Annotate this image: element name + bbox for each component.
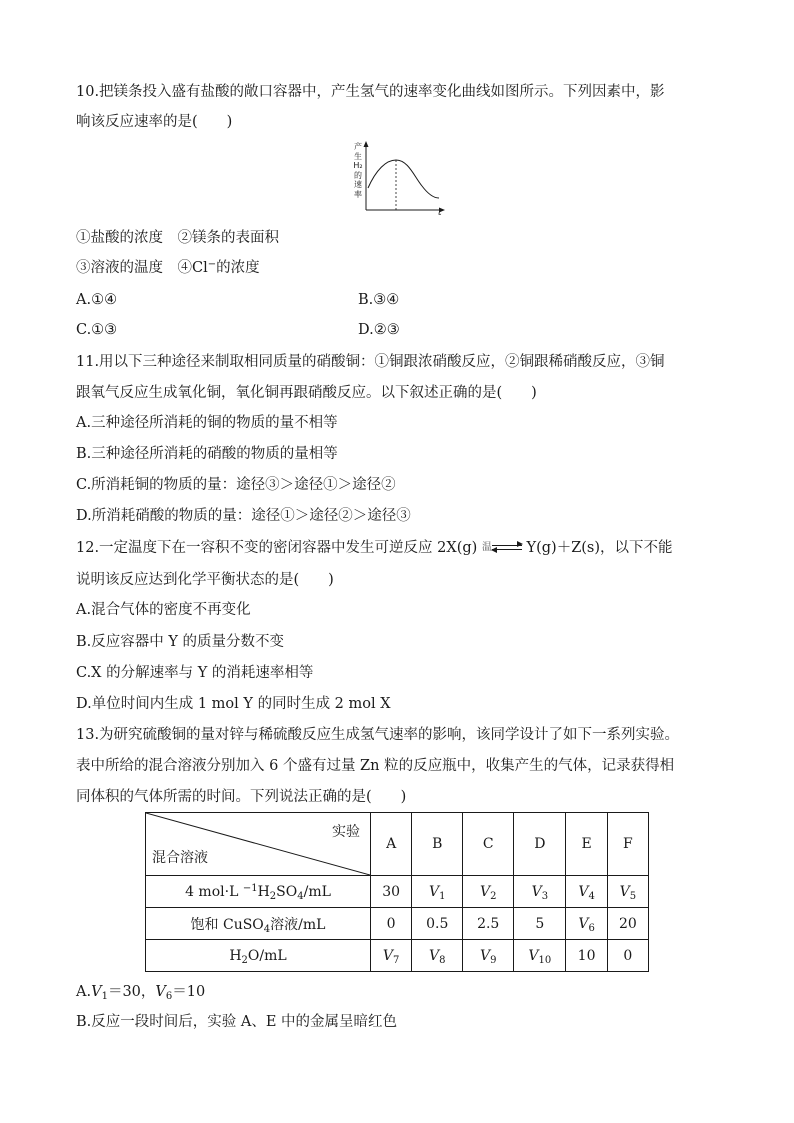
cell-sub: 6 xyxy=(588,922,595,934)
corner-top-label: 实验 xyxy=(332,824,360,840)
option-text: ＝10 xyxy=(172,984,206,1000)
row-label-cuso4 xyxy=(146,908,371,940)
cell-value: V xyxy=(428,883,440,900)
q10-option-a[interactable]: A.①④ xyxy=(76,292,118,308)
table-cell xyxy=(412,876,463,908)
rate-curve xyxy=(368,160,439,198)
q12-stem-text: Y(g)＋Z(s)，以下不能 xyxy=(521,540,673,556)
label-part: H xyxy=(257,883,270,900)
q13-stem-line1: 13.为研究硫酸铜的量对锌与稀硫酸反应生成氢气速率的影响，该同学设计了如下一系列实验。 xyxy=(76,727,680,743)
table-row xyxy=(146,908,649,940)
option-text: A. xyxy=(76,984,92,1000)
cell-value: 5 xyxy=(535,915,545,932)
row-label-h2so4 xyxy=(146,876,371,908)
cell-sub: 9 xyxy=(490,954,497,966)
q10-option-b[interactable]: B.③④ xyxy=(358,292,400,308)
q10-stem-line2: 响该反应速率的是( ) xyxy=(76,114,233,130)
q11-option-c[interactable]: C.所消耗铜的物质的量：途径③＞途径①＞途径② xyxy=(76,477,396,493)
cell-sub: 1 xyxy=(439,890,446,902)
arrow-condition-label: 温 xyxy=(481,542,492,553)
y-axis-arrow xyxy=(364,141,369,147)
q10-option-d[interactable]: D.②③ xyxy=(358,322,400,338)
table-cell xyxy=(514,940,566,972)
q12-option-b[interactable]: B.反应容器中 Y 的质量分数不变 xyxy=(76,634,285,650)
q10-items-line1: ①盐酸的浓度 ②镁条的表面积 xyxy=(76,230,279,246)
label-sub: 2 xyxy=(241,954,248,966)
cell-value: V xyxy=(528,947,539,964)
table-header-row xyxy=(146,813,649,876)
option-sub: 1 xyxy=(101,991,108,1002)
experiment-table xyxy=(145,812,649,972)
q10-items-line2 xyxy=(76,258,260,278)
table-cell xyxy=(371,908,412,940)
table-cell xyxy=(371,876,412,908)
q12-option-c[interactable]: C.X 的分解速率与 Y 的消耗速率相等 xyxy=(76,665,314,681)
q12-stem-line1 xyxy=(76,538,673,558)
label-part: H xyxy=(229,947,242,964)
q10-option-c[interactable]: C.①③ xyxy=(76,322,118,338)
label-sub: 2 xyxy=(269,890,277,902)
cell-value: 0.5 xyxy=(426,915,449,932)
table-corner-cell xyxy=(146,813,371,876)
cell-value: 2.5 xyxy=(477,915,500,932)
q13-stem-line3: 同体积的气体所需的时间。下列说法正确的是( ) xyxy=(76,789,407,805)
q10-option-row1 xyxy=(76,290,400,310)
fig-y-char: 的 xyxy=(354,170,362,180)
label-part: /mL xyxy=(303,883,331,900)
cell-value: 0 xyxy=(386,915,396,932)
cell-value: 10 xyxy=(577,947,596,964)
column-header: A xyxy=(371,813,412,876)
cell-sub: 8 xyxy=(439,954,446,966)
label-part: O/mL xyxy=(247,947,287,964)
label-part: 溶液/mL xyxy=(270,916,326,933)
q12-stem-text: 12.一定温度下在一容积不变的密闭容器中发生可逆反应 2X(g) xyxy=(76,540,482,556)
fig-y-char: 率 xyxy=(354,189,362,199)
q11-stem-line2: 跟氧气反应生成氧化铜，氧化铜再跟硝酸反应。以下叙述正确的是( ) xyxy=(76,385,537,401)
q11-stem-line1: 11.用以下三种途径来制取相同质量的硝酸铜：①铜跟浓硝酸反应，②铜跟稀硝酸反应，③铜 xyxy=(76,354,665,370)
cell-value: V xyxy=(531,883,542,900)
cell-sub: 4 xyxy=(588,890,595,902)
table-row xyxy=(146,940,649,972)
column-header: D xyxy=(514,813,566,876)
q11-option-b[interactable]: B.三种途径所消耗的硝酸的物质的量相等 xyxy=(76,446,338,462)
option-text: ＝30， xyxy=(107,984,156,1000)
fig-y-char: 速 xyxy=(354,180,362,189)
q10-item-text: 的浓度 xyxy=(216,260,260,276)
table-cell xyxy=(463,940,514,972)
cell-sub: 2 xyxy=(490,890,497,902)
q12-stem-line2: 说明该反应达到化学平衡状态的是( ) xyxy=(76,572,334,588)
cell-sub: 3 xyxy=(541,890,549,902)
corner-bottom-label: 混合溶液 xyxy=(152,850,208,866)
table-cell xyxy=(566,940,607,972)
label-sup: −1 xyxy=(242,882,258,894)
option-var: V xyxy=(155,984,166,1000)
q10-item-sup: − xyxy=(207,259,217,270)
cell-value: 0 xyxy=(623,947,633,964)
table-cell xyxy=(412,940,463,972)
q12-option-a[interactable]: A.混合气体的密度不再变化 xyxy=(76,602,251,618)
table-cell xyxy=(371,940,412,972)
cell-value: V xyxy=(479,883,491,900)
option-var: V xyxy=(91,984,102,1000)
equilibrium-arrow-icon xyxy=(492,543,522,555)
q10-item-text: ③溶液的温度 ④Cl xyxy=(76,260,208,276)
cell-value: V xyxy=(428,947,440,964)
rate-curve-figure xyxy=(346,140,450,220)
cell-value: V xyxy=(578,883,589,900)
cell-sub: 7 xyxy=(393,954,400,966)
table-cell xyxy=(607,908,648,940)
q13-stem-line2: 表中所给的混合溶液分别加入 6 个盛有过量 Zn 粒的反应瓶中，收集产生的气体，记录获得相 xyxy=(76,758,675,774)
label-part: 饱和 CuSO xyxy=(190,916,264,933)
q12-option-d[interactable]: D.单位时间内生成 1 mol Y 的同时生成 2 mol X xyxy=(76,696,391,712)
fig-y-label xyxy=(352,142,364,199)
fig-y-char: 生 xyxy=(354,151,362,161)
fig-y-char: H₂ xyxy=(353,161,363,170)
cell-value: 20 xyxy=(618,915,637,932)
table-row xyxy=(146,876,649,908)
table-cell xyxy=(463,908,514,940)
table-cell xyxy=(412,908,463,940)
cell-sub: 5 xyxy=(629,890,637,902)
fig-y-char: 产 xyxy=(354,142,362,151)
table-cell xyxy=(514,876,566,908)
cell-value: V xyxy=(382,947,393,964)
label-sub: 4 xyxy=(263,923,271,935)
cell-sub: 10 xyxy=(538,954,552,966)
column-header: E xyxy=(566,813,607,876)
label-part: SO xyxy=(276,883,298,900)
table-cell xyxy=(566,876,607,908)
label-sub: 4 xyxy=(297,890,304,902)
q13-option-b[interactable]: B.反应一段时间后，实验 A、E 中的金属呈暗红色 xyxy=(76,1014,398,1030)
reversible-arrow xyxy=(482,541,522,555)
column-header: C xyxy=(463,813,514,876)
column-header: F xyxy=(607,813,648,876)
table-cell xyxy=(607,940,648,972)
cell-value: 30 xyxy=(382,883,401,900)
table-cell xyxy=(566,908,607,940)
q11-option-a[interactable]: A.三种途径所消耗的铜的物质的量不相等 xyxy=(76,415,338,431)
row-label-water xyxy=(146,940,371,972)
fig-x-label: t xyxy=(438,208,442,218)
q10-stem-line1: 10.把镁条投入盛有盐酸的敞口容器中，产生氢气的速率变化曲线如图所示。下列因素中，影 xyxy=(76,84,665,100)
q10-option-row2 xyxy=(76,320,400,340)
cell-value: V xyxy=(619,883,630,900)
table-cell xyxy=(463,876,514,908)
q11-option-d[interactable]: D.所消耗硝酸的物质的量：途径①＞途径②＞途径③ xyxy=(76,508,411,524)
cell-value: V xyxy=(578,915,589,932)
q13-option-a[interactable] xyxy=(76,982,205,1002)
label-part: 4 mol·L xyxy=(185,883,243,900)
option-sub: 6 xyxy=(165,991,173,1002)
table-cell xyxy=(607,876,648,908)
cell-value: V xyxy=(479,947,491,964)
table-cell xyxy=(514,908,566,940)
column-header: B xyxy=(412,813,463,876)
